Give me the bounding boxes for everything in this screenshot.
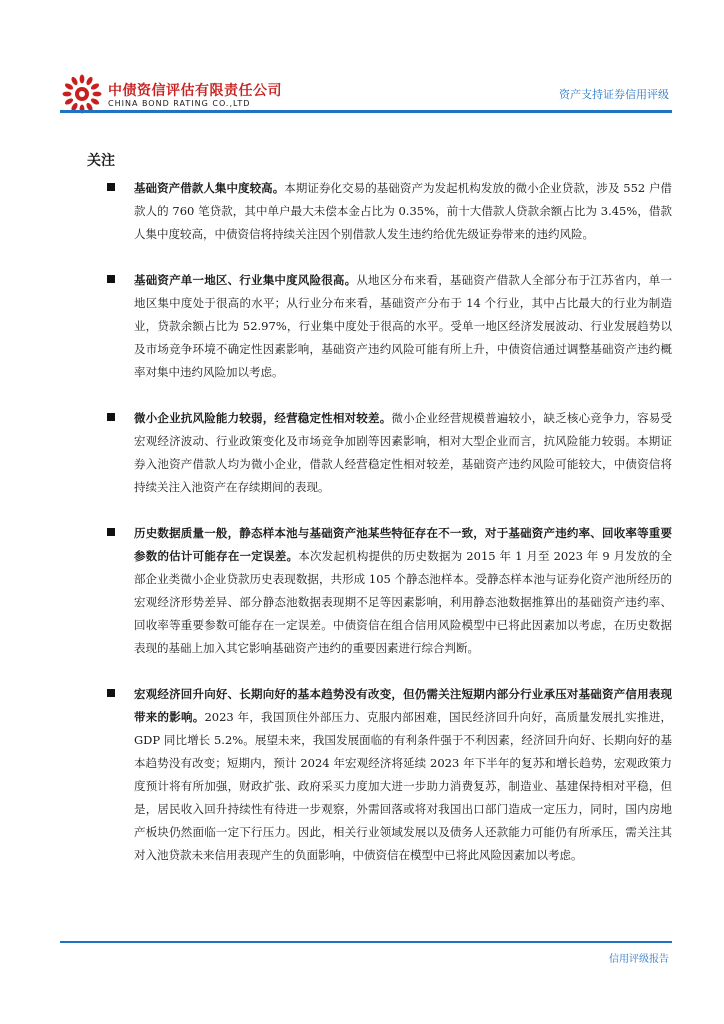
item-lead: 基础资产借款人集中度较高。 [134,181,285,195]
report-type-label: 资产支持证券信用评级 [559,88,669,101]
company-name-cn: 中债资信评估有限责任公司 [108,83,282,99]
list-item [86,269,672,384]
square-bullet-icon [107,413,115,421]
concerns-list [86,177,672,890]
item-paragraph [134,269,672,384]
section-title: 关注 [87,153,115,169]
item-lead: 历史数据质量一般，静态样本池与基础资产池某些特征存在不一致，对于基础资产违约率、回收率等重要参数的估计可能存在一定误差。 [134,526,672,563]
footer-divider [60,941,672,943]
item-body: 本期证券化交易的基础资产为发起机构发放的微小企业贷款，涉及 552 户借款人的 760 笔贷款，其中单户最大未偿本金占比为 0.35%，前十大借款人贷款余额占比为 3.45%，借款人集中度较高，中债资信将持续关注因个别借款人发生违约给优先级证券带来的违约风险。 [134,181,672,241]
item-paragraph [134,683,672,867]
item-body: 微小企业经营规模普遍较小，缺乏核心竞争力，容易受宏观经济波动、行业政策变化及市场竞争加剧等因素影响，相对大型企业而言，抗风险能力较弱。本期证券入池资产借款人均为微小企业，借款人经营稳定性相对较差，基础资产违约风险可能较大，中债资信将持续关注入池资产在存续期间的表现。 [134,411,673,494]
square-bullet-icon [107,275,115,283]
list-item [86,407,672,499]
list-item [86,522,672,660]
footer-label: 信用评级报告 [609,954,669,965]
company-name-en: CHINA BOND RATING CO.,LTD [108,99,251,108]
item-body: 2023 年，我国顶住外部压力、克服内部困难，国民经济回升向好，高质量发展扎实推进，GDP 同比增长 5.2%。展望未来，我国发展面临的有利条件强于不利因素，经济回升向好、长期向好的基本趋势没有改变；短期内，预计 2024 年宏观经济将延续 2023 年下半年的复苏和增长趋势，宏观政策力度预计将有所加强，财政扩张、政府采买力度加大进一步助力消费复苏，制造业、基建保持相对平稳，但是，居民收入回升持续性有待进一步观察，外需回落或将对我国出口部门造成一定压力，同时，国内房地产板块仍然面临一定下行压力。因此，相关行业领域发展以及债务人还款能力可能仍有所承压，需关注其对入池贷款未来信用表现产生的负面影响，中债资信在模型中已将此风险因素加以考虑。 [134,710,673,862]
square-bullet-icon [107,528,115,536]
page-header [0,0,724,120]
item-paragraph [134,407,672,499]
square-bullet-icon [107,183,115,191]
list-item [86,177,672,246]
item-paragraph [134,522,672,660]
item-paragraph [134,177,672,246]
item-lead: 宏观经济回升向好、长期向好的基本趋势没有改变，但仍需关注短期内部分行业承压对基础资产信用表现带来的影响。 [134,687,672,724]
header-divider [60,110,672,113]
item-body: 本次发起机构提供的历史数据为 2015 年 1 月至 2023 年 9 月发放的全部企业类微小企业贷款历史表现数据，共形成 105 个静态池样本。受静态样本池与证券化资产池所经历的宏观经济形势差异、部分静态池数据表现期不足等因素影响，利用静态池数据推算出的基础资产违约率、回收率等重要参数可能存在一定误差。中债资信在组合信用风险模型中已将此因素加以考虑，在历史数据表现的基础上加入其它影响基础资产违约的重要因素进行综合判断。 [134,549,672,655]
item-lead: 基础资产单一地区、行业集中度风险很高。 [134,273,357,287]
sunburst-logo-icon [62,74,102,114]
item-body: 从地区分布来看，基础资产借款人全部分布于江苏省内，单一地区集中度处于很高的水平；从行业分布来看，基础资产分布于 14 个行业，其中占比最大的行业为制造业，贷款余额占比为 52.97%，行业集中度处于很高的水平。受单一地区经济发展波动、行业发展趋势以及市场竞争环境不确定性因素影响，基础资产违约风险可能有所上升，中债资信通过调整基础资产违约概率对集中违约风险加以考虑。 [134,273,673,379]
item-lead: 微小企业抗风险能力较弱，经营稳定性相对较差。 [134,411,392,425]
square-bullet-icon [107,689,115,697]
list-item [86,683,672,867]
